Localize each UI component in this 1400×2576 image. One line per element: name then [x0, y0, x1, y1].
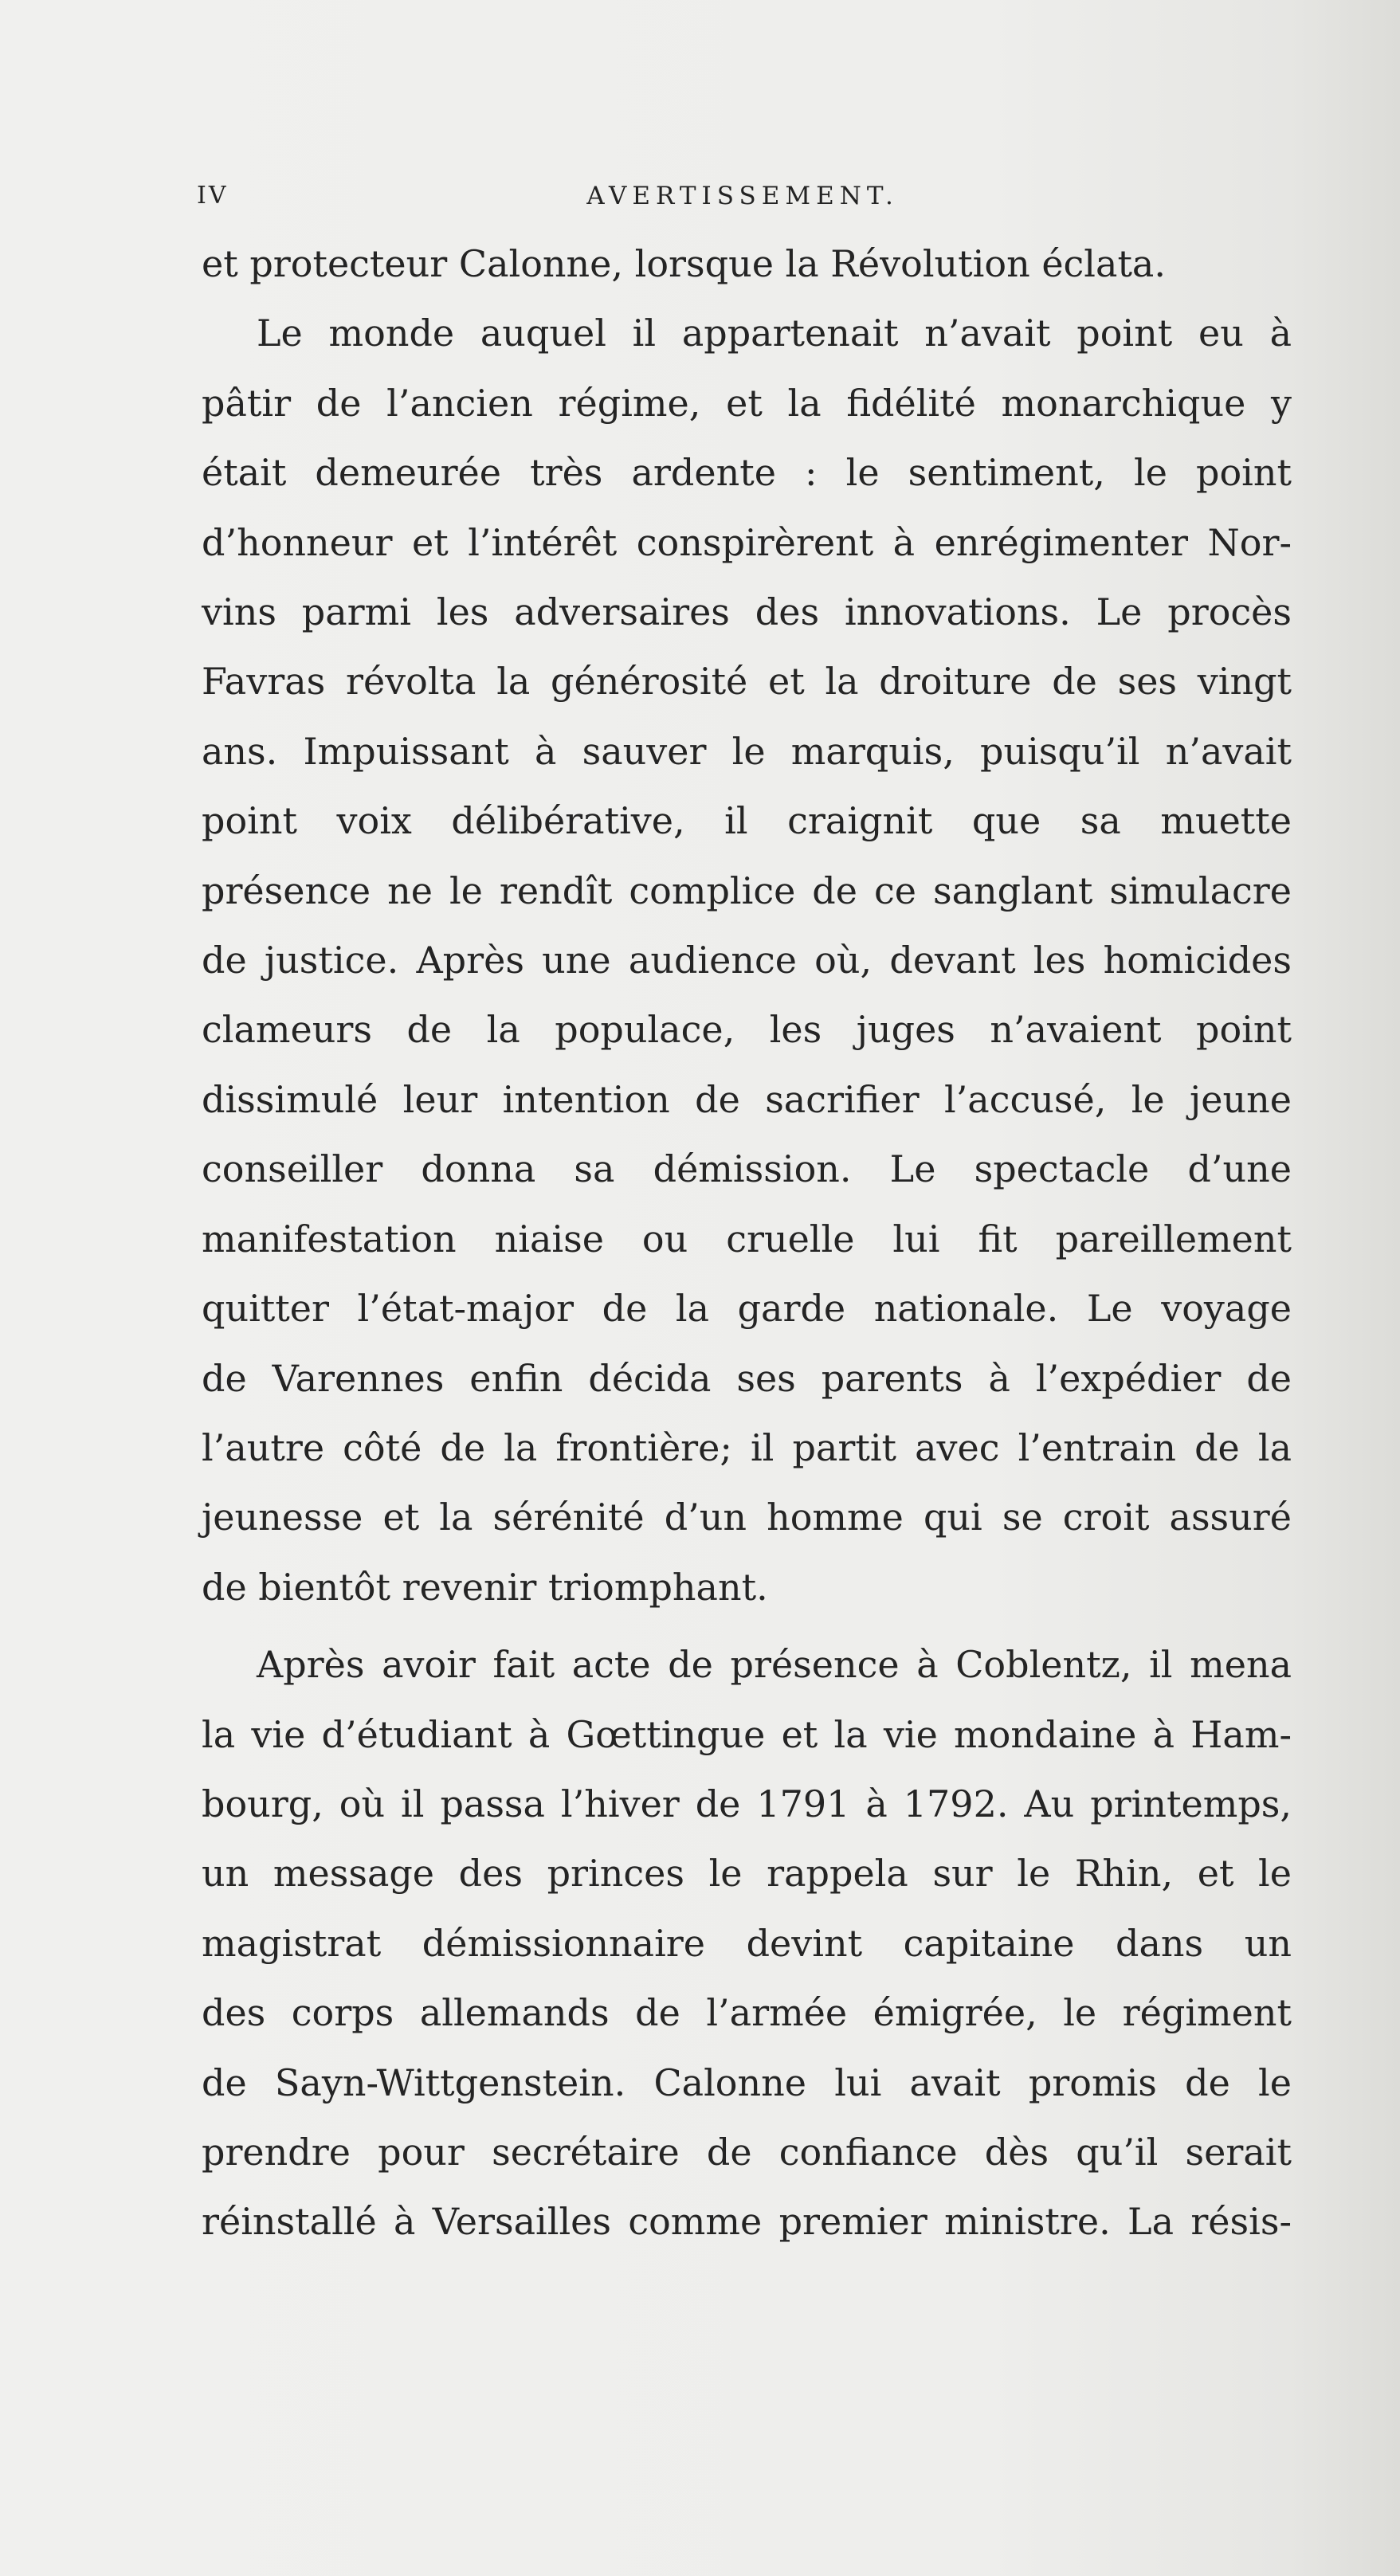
paragraph-2 [202, 299, 1292, 1622]
text-line: d’honneur et l’intérêt conspirèrent à enrégimenter Nor- [202, 520, 1292, 564]
text-line: point voix délibérative, il craignit que sa muette [202, 799, 1292, 843]
paragraph-3 [202, 1630, 1292, 2257]
text-line: Le monde auquel il appartenait n’avait point eu à [257, 312, 1292, 355]
text-line: conseiller donna sa démission. Le spectacle d’une [202, 1147, 1292, 1191]
body-text [202, 229, 1292, 2257]
text-line: un message des princes le rappela sur le Rhin, et le [202, 1852, 1292, 1896]
text-line: ans. Impuissant à sauver le marquis, puisqu’il n’avait [202, 729, 1292, 773]
text-line: jeunesse et la sérénité d’un homme qui se croit assuré [202, 1496, 1292, 1539]
page-number: IV [197, 182, 229, 210]
text-line: et protecteur Calonne, lorsque la Révolution éclata. [202, 242, 1166, 285]
text-line: l’autre côté de la frontière; il partit avec l’entrain de la [202, 1425, 1292, 1469]
paragraph-1 [202, 229, 1292, 299]
text-line: prendre pour secrétaire de confiance dès qu’il serait [202, 2130, 1292, 2174]
text-line: clameurs de la populace, les juges n’avaient point [202, 1008, 1292, 1052]
text-line: dissimulé leur intention de sacrifier l’accusé, le jeune [202, 1077, 1292, 1121]
text-line: de Sayn-Wittgenstein. Calonne lui avait promis de le [202, 2060, 1292, 2104]
text-line: de bientôt revenir triomphant. [202, 1565, 768, 1609]
running-head: AVERTISSEMENT. [586, 182, 899, 210]
text-line: était demeurée très ardente : le sentiment, le point [202, 451, 1292, 495]
text-line: manifestation niaise ou cruelle lui fit pareillement [202, 1217, 1292, 1261]
text-line: bourg, où il passa l’hiver de 1791 à 1792. Au printemps, [202, 1782, 1292, 1825]
text-line: de justice. Après une audience où, devant les homicides [202, 939, 1292, 982]
page-header [194, 182, 1292, 222]
text-line: Favras révolta la générosité et la droiture de ses vingt [202, 660, 1292, 704]
text-line: vins parmi les adversaires des innovations. Le procès [202, 590, 1292, 634]
text-line: la vie d’étudiant à Gœttingue et la vie mondaine à Ham- [202, 1712, 1292, 1756]
text-line: de Varennes enfin décida ses parents à l’expédier de [202, 1356, 1292, 1400]
text-line: réinstallé à Versailles comme premier ministre. La résis- [202, 2200, 1292, 2244]
text-line: présence ne le rendît complice de ce sanglant simulacre [202, 868, 1292, 912]
text-line: pâtir de l’ancien régime, et la fidélité monarchique y [202, 381, 1292, 425]
text-line: des corps allemands de l’armée émigrée, le régiment [202, 1991, 1292, 2035]
text-line: quitter l’état-major de la garde nationale. Le voyage [202, 1287, 1292, 1331]
text-line: magistrat démissionnaire devint capitaine dans un [202, 1921, 1292, 1965]
text-line: Après avoir fait acte de présence à Coblentz, il mena [257, 1643, 1292, 1687]
